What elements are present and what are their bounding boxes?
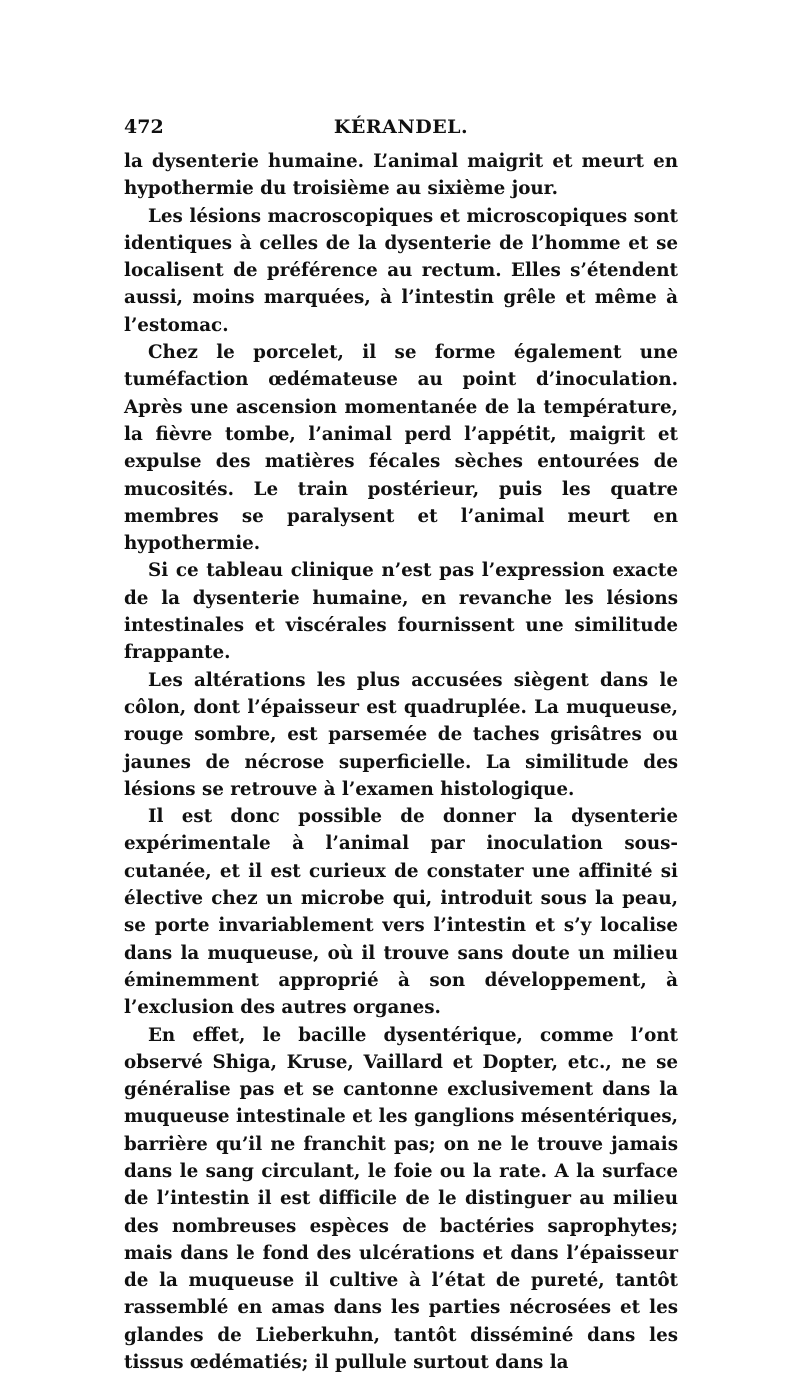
page-header bbox=[124, 116, 678, 142]
paragraph: Les altérations les plus accusées siègent dans le côlon, dont l’épaisseur est quadruplée. La muqueuse, rouge sombre, est parsemée de taches grisâtres ou jaunes de nécrose superficielle. La similitude des lésions se retrouve à l’examen histologique. bbox=[124, 667, 678, 803]
paragraph: la dysenterie humaine. L’animal maigrit et meurt en hypothermie du troisième au sixième jour. bbox=[124, 148, 678, 203]
body-text bbox=[124, 148, 678, 1376]
running-head: KÉRANDEL. bbox=[124, 116, 678, 138]
paragraph: Les lésions macroscopiques et microscopiques sont identiques à celles de la dysenterie de l’homme et se localisent de préférence au rectum. Elles s’étendent aussi, moins marquées, à l’intestin grêle et même à l’estomac. bbox=[124, 203, 678, 339]
page-number: 472 bbox=[124, 116, 164, 138]
paragraph: Chez le porcelet, il se forme également une tuméfaction œdémateuse au point d’inoculation. Après une ascension momentanée de la température, la fièvre tombe, l’animal perd l’appétit, maigrit et expulse des matières fécales sèches entourées de mucosités. Le train postérieur, puis les quatre membres se paralysent et l’animal meurt en hypothermie. bbox=[124, 339, 678, 557]
paragraph: Si ce tableau clinique n’est pas l’expression exacte de la dysenterie humaine, en revanche les lésions intestinales et viscérales fournissent une similitude frappante. bbox=[124, 557, 678, 666]
paragraph: En effet, le bacille dysentérique, comme l’ont observé Shiga, Kruse, Vaillard et Dopter, etc., ne se généralise pas et se cantonne exclusivement dans la muqueuse intestinale et les ganglions mésentériques, barrière qu’il ne franchit pas; on ne le trouve jamais dans le sang circulant, le foie ou la rate. A la surface de l’intestin il est difficile de le distinguer au milieu des nombreuses espèces de bactéries saprophytes; mais dans le fond des ulcérations et dans l’épaisseur de la muqueuse il cultive à l’état de pureté, tantôt rassemblé en amas dans les parties nécrosées et les glandes de Lieberkuhn, tantôt disséminé dans les tissus œdématiés; il pullule surtout dans la bbox=[124, 1022, 678, 1376]
paragraph: Il est donc possible de donner la dysenterie expérimentale à l’animal par inoculation sous-cutanée, et il est curieux de constater une affinité si élective chez un microbe qui, introduit sous la peau, se porte invariablement vers l’intestin et s’y localise dans la muqueuse, où il trouve sans doute un milieu éminemment approprié à son développement, à l’exclusion des autres organes. bbox=[124, 803, 678, 1021]
